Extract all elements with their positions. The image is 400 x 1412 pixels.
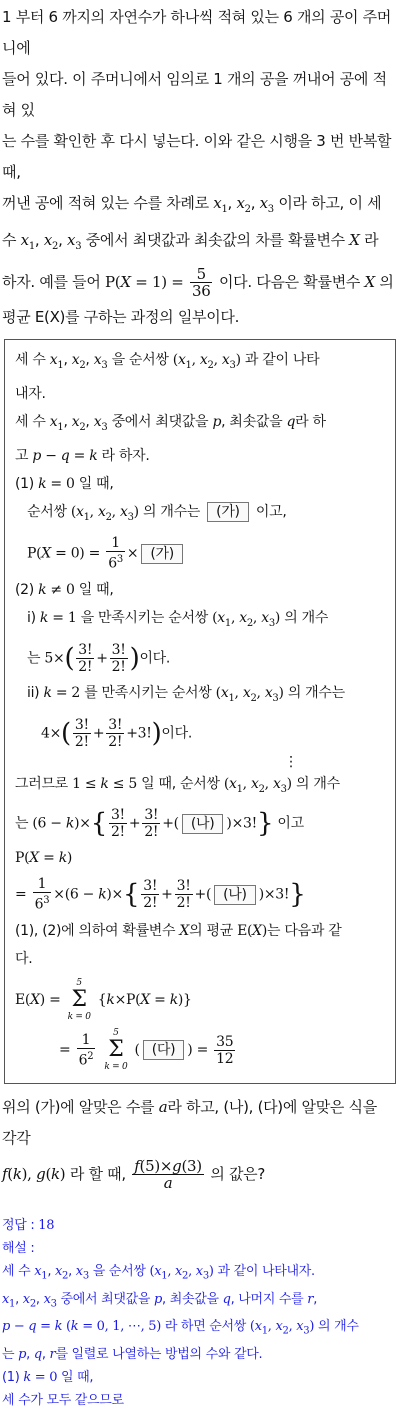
question: 위의 (가)에 알맞은 수를 a라 하고, (나), (다)에 알맞은 식을 각각 f(k), g(k) 라 할 때, $\frac{f(5)\times g(3)}{a}$ 의 값은?: [2, 1098, 377, 1193]
blank-na-2: (나): [214, 885, 256, 905]
problem-line-5: 수 $x_1$, $x_2$, $x_3$ 중에서 최댓값과 최솟값의 차를 확률변수 X 라: [2, 231, 379, 252]
problem-line-3: 는 수를 확인한 후 다시 넣는다. 이와 같은 시행을 3 번 반복할 때,: [2, 132, 392, 181]
blank-ga: (가): [207, 502, 249, 522]
case-2: (2) k ≠ 0 일 때,: [15, 582, 114, 599]
solution-process-box: 세 수 $x_1$, $x_2$, $x_3$ 을 순서쌍 ($x_1$, $x_2$, $x_3$) 과 같이 나타 내자. 세 수 $x_1$, $x_2$, $x_3$ 중에서 최댓값을 p, 최솟값을 q라 하 고 p − q = k 라 하자. (1) k = 0 일 때, 순서쌍 ($x_1$, $x_2$, $x_3$) 의 개수는 (가) 이고, P(X = 0) = $\frac{1}{6^3}$ × (가) (2) k ≠ 0 일 때, i) k = 1 을 만족시키는 순서쌍 ($x_1$, $x_2$, $x_3$) 의 개수 는 5×( $\frac{3!}{2!}$ + $\frac{3!}{2!}$ )이다. ii) k = 2 를 만족시키는 순서쌍 ($x_1$, $x_2$, $x_3$) 의 개수는 4×( $\frac{3!}{2!}$ + $\frac{3!}{2!}$ +3!)이다. ⋮ 그러므로 1 ≤ k ≤ 5 일 때, 순서쌍 ($x_1$, $x_2$, $x_3$) 의 개수 는 (6 − k)×{ $\frac{3!}{2!}$ + $\frac{3!}{2!}$ +( (나) )×3!} 이고 P(X = k) = $\frac{1}{6^3}$ ×(6 − k)×{ $\frac{3!}{2!}$ + $\frac{3!}{2!}$ +( (나) )×3!} (1), (2)에 의하여 확률변수 X의 평균 E(X)는 다음과 같 다. E(X) = 5 Σ k = 0 {k×P(X = k)} = $\frac{1}{6^2}$ 5 Σ k = 0 ( (다) ) = $\frac{35}{12}$: [4, 339, 396, 1084]
problem-line-2: 들어 있다. 이 주머니에서 임의로 1 개의 공을 꺼내어 공에 적혀 있: [2, 70, 387, 119]
case-1: (1) k = 0 일 때,: [15, 475, 114, 492]
blank-ga-2: (가): [141, 544, 183, 564]
blank-da: (다): [143, 1040, 185, 1060]
problem-line-6: 하자. 예를 들어 P(X = 1) = $\frac{5}{36}$ 이다. 다음은 확률변수 X 의: [2, 265, 394, 300]
problem-line-4: 꺼낸 공에 적혀 있는 수를 차례로 $x_1$, $x_2$, $x_3$ 이라 하고, 이 세: [2, 194, 382, 215]
answer-section: 정답 : 18 해설 : 세 수 $x_1$, $x_2$, $x_3$ 을 순서쌍 ($x_1$, $x_2$, $x_3$) 과 같이 나타내자. $x_1$, $x_2$, $x_3$ 중에서 최댓값을 p, 최솟값을 q, 나머지 수를 r, p − q = k (k = 0, 1, ⋯, 5) 라 하면 순서쌍 ($x_1$, $x_2$, $x_3$) 의 개수 는 p, q, r를 일렬로 나열하는 방법의 수와 같다. (1) k = 0 일 때, 세 수가 모두 같으므로: [2, 1218, 359, 1408]
problem-line-7: 평균 E(X)를 구하는 과정의 일부이다.: [2, 308, 240, 326]
problem-line-1: 1 부터 6 까지의 자연수가 하나씩 적혀 있는 6 개의 공이 주머니에: [2, 8, 392, 57]
probability-fraction: $\frac{5}{36}$: [191, 265, 211, 300]
blank-na: (나): [182, 814, 224, 834]
problem-statement: [0, 0, 400, 333]
answer-value: 18: [38, 1218, 55, 1234]
